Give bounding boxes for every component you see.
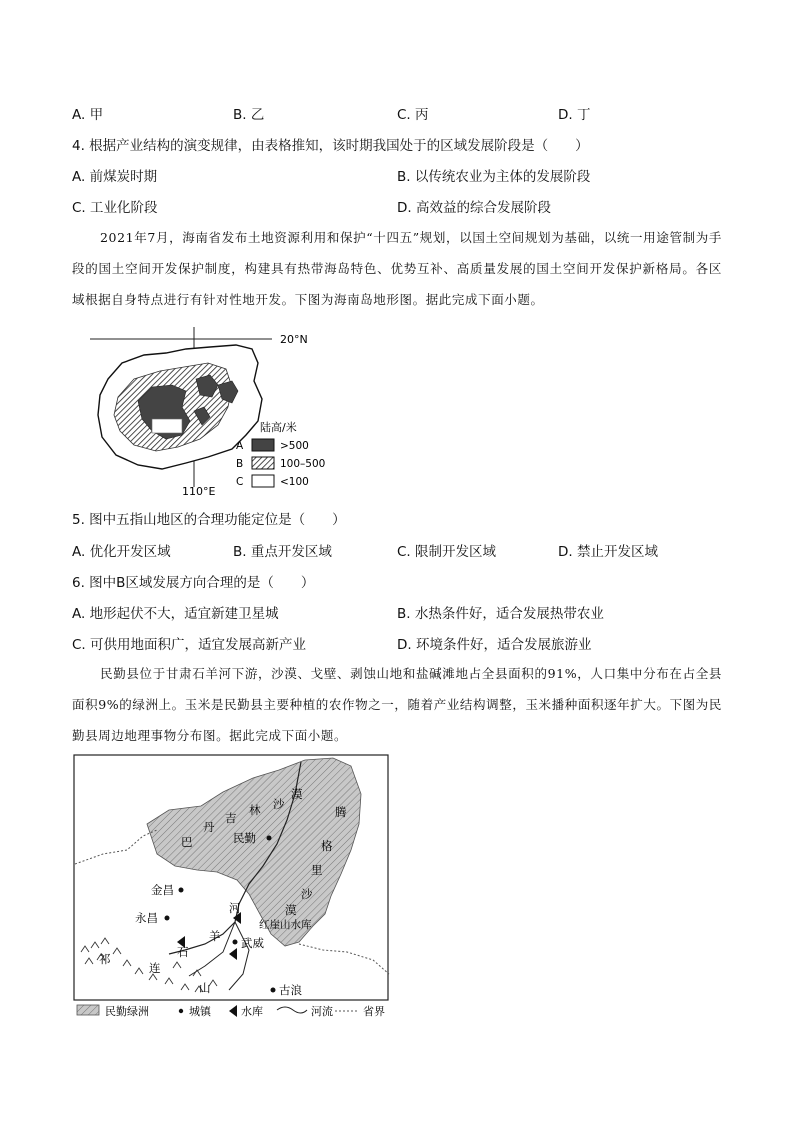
q4-option-c[interactable]: C. 工业化阶段 — [72, 200, 158, 216]
q3-option-d[interactable]: D. 丁 — [558, 107, 591, 123]
legend-a-label: >500 — [280, 440, 309, 452]
legend-b-swatch — [252, 457, 274, 469]
mountain-char-1: 祁 — [99, 952, 111, 966]
legend-b-label: 100–500 — [280, 458, 326, 470]
legend-border-label: 省界 — [363, 1005, 385, 1018]
desert1-char-5: 沙 — [273, 797, 285, 811]
q5-stem: 5. 图中五指山地区的合理功能定位是（ ） — [72, 512, 346, 528]
q3-option-c[interactable]: C. 丙 — [397, 107, 429, 123]
desert2-char-3: 里 — [311, 863, 323, 877]
legend-river-icon — [277, 1007, 307, 1013]
town-wuwei-label: 武威 — [241, 936, 264, 950]
desert1-char-2: 丹 — [203, 820, 215, 834]
mountain-char-2: 连 — [149, 961, 161, 975]
longitude-label: 110°E — [182, 485, 216, 498]
desert1-char-6: 漠 — [291, 787, 303, 801]
q6-option-d[interactable]: D. 环境条件好，适合发展旅游业 — [397, 637, 592, 653]
legend-a-swatch — [252, 439, 274, 451]
passage-hainan-text: 2021年7月，海南省发布土地资源利用和保护“十四五”规划，以国土空间规划为基础，以统一用途管制为手段的国土空间开发保护制度，构建具有热带海岛特色、优势互补、高质量发展的国土空间开发保护新格局。各区域根据自身特点进行有针对性地开发。下图为海南岛地形图。据此完成下面小题。 — [72, 230, 722, 307]
map-label-patch — [152, 419, 182, 433]
legend-oasis-swatch — [77, 1005, 99, 1015]
q3-option-a[interactable]: A. 甲 — [72, 107, 104, 123]
legend-town-dot — [179, 1009, 183, 1013]
desert1-char-4: 林 — [249, 803, 261, 817]
legend-a-letter: A — [236, 440, 244, 452]
q5-option-b[interactable]: B. 重点开发区域 — [233, 544, 332, 560]
desert2-char-5: 漠 — [285, 903, 297, 917]
q5-option-d[interactable]: D. 禁止开发区域 — [558, 544, 658, 560]
river-char-1: 石 — [177, 945, 189, 959]
q5-option-c[interactable]: C. 限制开发区域 — [397, 544, 497, 560]
desert2-char-2: 格 — [321, 839, 333, 853]
town-gulang-dot — [271, 988, 276, 993]
legend-reservoir-icon — [229, 1005, 237, 1017]
town-minqin-label: 民勤 — [233, 831, 256, 845]
q5-option-a[interactable]: A. 优化开发区域 — [72, 544, 171, 560]
town-jinchang-label: 金昌 — [151, 883, 174, 897]
legend-oasis-label: 民勤绿洲 — [105, 1005, 149, 1018]
legend-c-swatch — [252, 475, 274, 487]
desert1-char-3: 吉 — [225, 811, 237, 825]
river-char-2: 羊 — [209, 929, 221, 943]
q6-option-a[interactable]: A. 地形起伏不大，适宜新建卫星城 — [72, 606, 279, 622]
legend-reservoir-label: 水库 — [241, 1005, 263, 1018]
q4-option-d[interactable]: D. 高效益的综合发展阶段 — [397, 200, 551, 216]
q4-option-b[interactable]: B. 以传统农业为主体的发展阶段 — [397, 169, 591, 185]
minqin-geography-map — [73, 754, 393, 1026]
mountain-char-3: 山 — [199, 981, 211, 995]
town-jinchang-dot — [179, 888, 184, 893]
q3-option-b[interactable]: B. 乙 — [233, 107, 265, 123]
legend-c-label: <100 — [280, 476, 309, 488]
town-minqin-dot — [267, 836, 272, 841]
latitude-label: 20°N — [280, 333, 308, 346]
town-wuwei-dot — [233, 940, 238, 945]
legend-title: 陆高/米 — [260, 421, 297, 434]
q6-stem: 6. 图中B区域发展方向合理的是（ ） — [72, 575, 315, 591]
town-yongchang-label: 永昌 — [135, 911, 158, 925]
town-yongchang-dot — [165, 916, 170, 921]
reservoir-label: 红崖山水库 — [259, 919, 312, 931]
passage-minqin-text: 民勤县位于甘肃石羊河下游，沙漠、戈壁、剥蚀山地和盐碱滩地占全县面积的91%，人口集中分布在占全县面积9%的绿洲上。玉米是民勤县主要种植的农作物之一，随着产业结构调整，玉米播种面积逐年扩大。下图为民勤县周边地理事物分布图。据此完成下面小题。 — [72, 666, 722, 743]
desert1-char-1: 巴 — [181, 835, 193, 849]
river-char-3: 河 — [229, 901, 241, 915]
q4-stem: 4. 根据产业结构的演变规律，由表格推知，该时期我国处于的区域发展阶段是（ ） — [72, 138, 589, 154]
desert2-char-4: 沙 — [301, 887, 313, 901]
hainan-terrain-map — [86, 327, 336, 499]
q6-option-b[interactable]: B. 水热条件好，适合发展热带农业 — [397, 606, 604, 622]
q6-option-c[interactable]: C. 可供用地面积广，适宜发展高新产业 — [72, 637, 307, 653]
passage-minqin — [72, 658, 722, 751]
legend-c-letter: C — [236, 476, 244, 488]
desert2-char-1: 腾 — [335, 805, 347, 819]
q4-option-a[interactable]: A. 前煤炭时期 — [72, 169, 158, 185]
town-gulang-label: 古浪 — [279, 983, 302, 997]
legend-b-letter: B — [236, 458, 244, 470]
legend-town-label: 城镇 — [189, 1005, 211, 1018]
legend-river-label: 河流 — [311, 1005, 333, 1018]
passage-hainan — [72, 222, 722, 315]
